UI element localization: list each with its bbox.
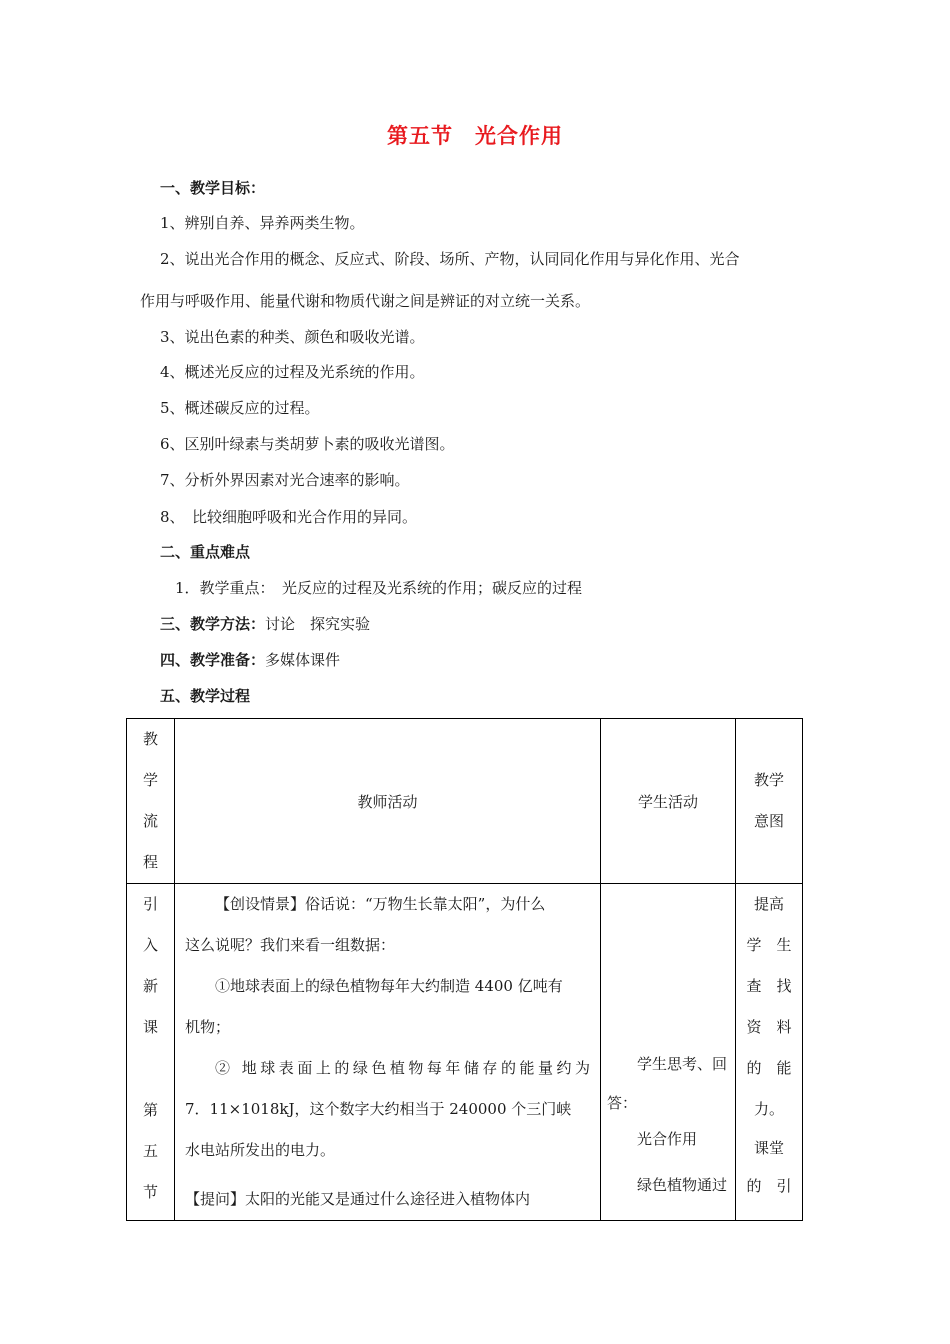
goal-item: 3、说出色素的种类、颜色和吸收光谱。 [160, 328, 425, 346]
teaching-intent-cell: 提高 学 生 查 找 资 料 的 能 力。 课堂 的 引 [736, 884, 803, 1221]
methods-text: 讨论 探究实验 [265, 615, 371, 633]
table-header-row [127, 719, 803, 884]
section-preparation [160, 650, 340, 670]
section-heading-key-points: 二、重点难点 [160, 543, 251, 561]
section-methods [160, 614, 370, 634]
section-heading-goals: 一、教学目标： [160, 179, 266, 197]
key-point-item: 1．教学重点： 光反应的过程及光系统的作用；碳反应的过程 [175, 579, 583, 597]
goal-item: 5、概述碳反应的过程。 [160, 399, 320, 417]
goal-item: 4、概述光反应的过程及光系统的作用。 [160, 363, 425, 381]
table-row [127, 884, 803, 1221]
goal-item: 1、辨别自养、异养两类生物。 [160, 214, 365, 232]
process-step-cell: 引 入 新 课 第 五 节 [127, 884, 175, 1221]
teaching-process-table [126, 718, 803, 1221]
preparation-text: 多媒体课件 [265, 651, 341, 669]
header-teacher-activity: 教师活动 [175, 719, 601, 884]
header-process-step: 教 学 流 程 [127, 719, 175, 884]
goal-item: 2、说出光合作用的概念、反应式、阶段、场所、产物，认同同化作用与异化作用、光合 [160, 250, 740, 268]
section-heading-methods: 三、教学方法： [160, 615, 266, 633]
goal-item: 7、分析外界因素对光合速率的影响。 [160, 471, 410, 489]
goal-item-continued: 作用与呼吸作用、能量代谢和物质代谢之间是辨证的对立统一关系。 [140, 292, 591, 310]
student-activity-cell: 学生思考、回 答： 光合作用 绿色植物通过 [601, 884, 736, 1221]
goal-item: 6、区别叶绿素与类胡萝卜素的吸收光谱图。 [160, 435, 455, 453]
section-heading-preparation: 四、教学准备： [160, 651, 266, 669]
section-heading-process: 五、教学过程 [160, 687, 251, 705]
page-title: 第五节 光合作用 [387, 124, 563, 148]
header-teaching-intent: 教学 意图 [736, 719, 803, 884]
header-student-activity: 学生活动 [601, 719, 736, 884]
teacher-activity-cell: 【创设情景】俗话说：“万物生长靠太阳”，为什么 这么说呢？我们来看一组数据： ①地球表面上的绿色植物每年大约制造 4400 亿吨有 机物； ② 地球表面上的绿色植物每年储存的能量约为 7．11×1018kJ，这个数字大约相当于 240000 个三门峡 水电站所发出的电力。 【提问】太阳的光能又是通过什么途径进入植物体内 [175, 884, 601, 1221]
goal-item: 8、 比较细胞呼吸和光合作用的异同。 [160, 508, 418, 526]
